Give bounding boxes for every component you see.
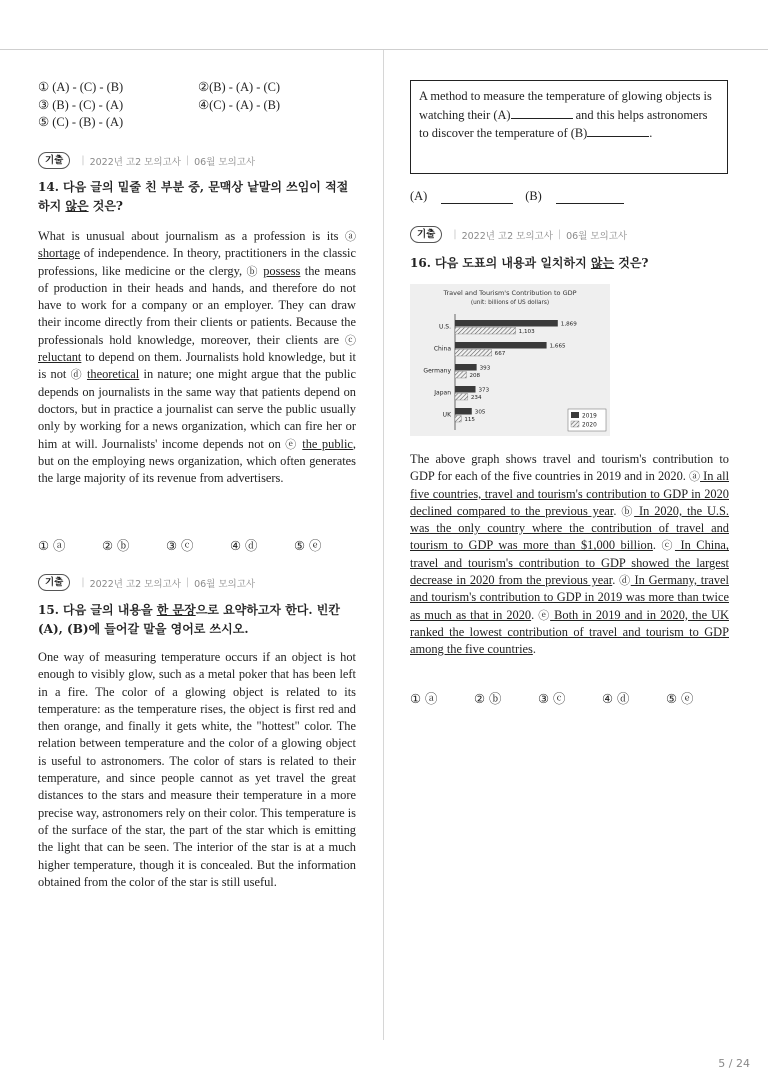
q14-text: to depend on them. Journalists hold knowledge, but it is not xyxy=(38,350,356,382)
q16-choice-1[interactable]: ① ⓐ xyxy=(410,691,438,706)
q15-title-end: 으로 요약하고자 한다. 빈칸 (A), (B)에 들어갈 말을 영어로 쓰시오. xyxy=(38,603,340,636)
q14-text: of independence. In theory, practitioners in the classic professions, like medicine or the clergy, xyxy=(38,246,356,278)
q15-answer-blanks xyxy=(410,189,630,204)
q16-underline-a: In all five countries, travel and tourism's contribution to GDP in 2020 declined compared to the previous year xyxy=(410,469,730,518)
q14-source xyxy=(38,152,255,169)
q16-text: . xyxy=(531,607,539,622)
q16-source-year: 2022년 고2 모의고사 xyxy=(461,230,553,242)
header-rule xyxy=(0,49,768,50)
q16-underline-e: Both in 2019 and in 2020, the UK ranked the lowest contribution of travel and tourism to GDP among the five countries xyxy=(410,607,729,657)
separator: | xyxy=(557,229,562,240)
q16-text: The above graph shows travel and tourism's contribution to GDP for each of the five countries in 2019 and in 2020. xyxy=(410,452,729,484)
q16-title-end: 것은? xyxy=(614,256,649,270)
q14-passage xyxy=(38,228,356,487)
chart-value-label: 208 xyxy=(469,373,481,379)
q16-title-emphasis: 않는 xyxy=(590,256,615,270)
chart-bar-2019 xyxy=(455,342,547,349)
chart-bar-2019 xyxy=(455,320,558,327)
column-divider xyxy=(383,50,384,1040)
q16-passage xyxy=(410,451,729,659)
q14-source-year: 2022년 고2 모의고사 xyxy=(89,156,181,168)
chart-value-label: 667 xyxy=(494,351,506,357)
q16-text: . xyxy=(652,538,662,553)
q14-text: the means of production in their heads and hands, and therefore do not have to work for a company or an employer. They can draw their income directly from their clients or patients. Because the professionals hold knowledge, moreover, their clients are xyxy=(38,263,356,347)
separator: | xyxy=(185,577,190,588)
q14-marker-a: ⓐ xyxy=(345,230,356,243)
q15-title-emphasis: 한 문장 xyxy=(156,603,196,617)
q14-underline-a: shortage xyxy=(38,246,80,261)
q16-underline-b: In 2020, the U.S. was the only country where the contribution of travel and tourism to GDP was more than $1,000 billion xyxy=(410,503,730,553)
q13-options xyxy=(38,79,338,133)
q15-badge: 기출 xyxy=(38,574,70,591)
q16-choice-4[interactable]: ④ ⓓ xyxy=(602,691,630,706)
gdp-chart-svg xyxy=(410,284,610,436)
blank-b-input[interactable] xyxy=(556,191,624,204)
chart-bar-2019 xyxy=(455,408,472,415)
separator: | xyxy=(81,577,85,588)
chart-bar-2020 xyxy=(455,350,492,357)
q15-source-year: 2022년 고2 모의고사 xyxy=(89,578,181,590)
q15-passage: One way of measuring temperature occurs if an object is hot enough to visibly glow, such as a metal poker that has been left in a fire. The color of a glowing object is related to its temperature: as the temperature rises, the object is first red and then orange, and finally it gets white, the "hottest" color. The relation between temperature and the color of a glowing object is useful to astronomers. The color of stars is related to their temperature, and since people cannot as yet travel the great distances to the stars and measure their temperature in a more precise way, astronomers rely on their color. This temperature is of the surface of the star, the part of the star which is emitting the light that can be seen. The interior of the star is at a much higher temperature, though it is concealed. But the information obtained from the color of the star is still useful. xyxy=(38,650,356,889)
legend-label-2020: 2020 xyxy=(582,422,597,429)
chart-bar-2020 xyxy=(455,328,516,335)
q13-option-5[interactable]: ⑤ (C) - (B) - (A) xyxy=(38,115,124,130)
q16-underline-c: In China, travel and tourism's contribution to GDP showed the largest decrease in 2020 from the previous year xyxy=(410,538,729,588)
blank-a-label: (A) xyxy=(410,189,428,203)
q14-underline-e: the public xyxy=(302,436,353,451)
q14-source-month: 06월 모의고사 xyxy=(194,156,256,168)
q16-source xyxy=(410,226,627,243)
q16-text: . xyxy=(613,503,622,518)
q14-marker-d: ⓓ xyxy=(70,368,83,382)
q13-option-1[interactable]: ① (A) - (C) - (B) xyxy=(38,80,124,94)
separator: | xyxy=(185,155,190,166)
chart-subtitle: (unit: billions of US dollars) xyxy=(470,300,550,306)
q14-answer-choices xyxy=(38,536,321,554)
q14-choice-2[interactable]: ② ⓑ xyxy=(102,538,130,553)
chart-title: Travel and Tourism's Contribution to GDP xyxy=(443,289,577,297)
q14-text: What is unusual about journalism as a profession is its xyxy=(38,229,345,243)
q14-badge: 기출 xyxy=(38,152,70,169)
chart-category-label: Germany xyxy=(423,367,451,375)
q15-summary-text: and this helps astronomers to discover the temperature of (B) xyxy=(419,107,708,140)
q16-title xyxy=(410,254,730,273)
q14-marker-e: ⓔ xyxy=(285,437,298,451)
summary-blank-a xyxy=(511,106,573,119)
q16-marker-b: ⓑ xyxy=(621,504,635,518)
q15-summary-text: A method to measure the temperature of glowing objects is watching their (A) xyxy=(419,89,712,122)
q14-underline-b: possess xyxy=(263,263,301,278)
separator: | xyxy=(81,155,85,166)
q16-marker-e: ⓔ xyxy=(538,608,551,622)
blank-b-label: (B) xyxy=(525,189,542,203)
q15-source xyxy=(38,574,255,591)
q15-source-month: 06월 모의고사 xyxy=(194,578,256,590)
q16-source-month: 06월 모의고사 xyxy=(566,230,628,242)
chart-category-label: U.S. xyxy=(438,323,451,331)
q14-underline-c: reluctant xyxy=(38,350,82,365)
q16-answer-choices xyxy=(410,689,693,707)
q16-badge: 기출 xyxy=(410,226,442,243)
q14-title xyxy=(38,178,358,216)
chart-bar-2020 xyxy=(455,372,466,379)
q16-marker-a: ⓐ xyxy=(689,470,701,484)
q14-choice-3[interactable]: ③ ⓒ xyxy=(166,538,194,553)
q16-text: . xyxy=(532,642,536,657)
chart-value-label: 393 xyxy=(479,365,491,372)
q15-title-text: 15. 다음 글의 내용을 xyxy=(38,603,157,617)
legend-swatch-2019 xyxy=(571,412,579,418)
q16-marker-c: ⓒ xyxy=(661,539,675,553)
blank-a-input[interactable] xyxy=(441,191,513,204)
chart-value-label: 373 xyxy=(478,387,490,394)
q14-marker-c: ⓒ xyxy=(345,333,356,347)
q14-title-emphasis: 않은 xyxy=(65,199,89,213)
chart-value-label: 234 xyxy=(470,395,482,401)
chart-value-label: 305 xyxy=(474,409,486,416)
chart-value-label: 115 xyxy=(464,417,476,423)
chart-value-label: 1,665 xyxy=(549,343,566,350)
chart-value-label: 1,103 xyxy=(518,329,535,335)
q16-underline-d: In Germany, travel and tourism's contribution to GDP in 2019 was more than twice as much as that in 2020 xyxy=(410,573,729,622)
q14-title-end: 것은? xyxy=(88,199,123,213)
chart-category-label: UK xyxy=(442,411,451,419)
q16-marker-d: ⓓ xyxy=(619,574,631,588)
q14-text: in nature; one might argue that the public depends on journalists in the same way that patients depend on doctors, but in practice a journalist can serve the public usually only by working for a news organization, which can fire her or him at will. Journalists' income depends not on xyxy=(38,367,356,451)
chart-legend xyxy=(568,409,606,431)
chart-value-label: 1,869 xyxy=(560,321,577,328)
chart-category-label: Japan xyxy=(434,389,451,397)
chart-bar-2020 xyxy=(455,394,468,401)
q13-option-2[interactable]: ②(B) - (A) - (C) xyxy=(198,80,280,94)
q14-choice-4[interactable]: ④ ⓓ xyxy=(230,538,258,553)
q15-summary-box xyxy=(410,80,728,174)
q13-option-3[interactable]: ③ (B) - (C) - (A) xyxy=(38,97,124,112)
chart-bars xyxy=(423,320,577,423)
q15-summary-text: . xyxy=(649,126,653,140)
legend-label-2019: 2019 xyxy=(582,413,597,420)
q16-text: . xyxy=(612,573,620,588)
q14-underline-d: theoretical xyxy=(86,367,140,382)
q14-choice-1[interactable]: ① ⓐ xyxy=(38,538,66,553)
page-number: 5 / 24 xyxy=(718,1057,750,1070)
q16-choice-2[interactable]: ② ⓑ xyxy=(474,691,502,706)
q16-choice-5[interactable]: ⑤ ⓔ xyxy=(666,691,694,706)
q13-option-4[interactable]: ④(C) - (A) - (B) xyxy=(198,97,280,112)
chart-bar-2020 xyxy=(455,416,461,423)
q16-choice-3[interactable]: ③ ⓒ xyxy=(538,691,566,706)
q15-title xyxy=(38,601,358,639)
summary-blank-b xyxy=(587,124,649,137)
separator: | xyxy=(453,229,457,240)
gdp-chart xyxy=(410,284,610,436)
legend-swatch-2020 xyxy=(571,421,579,427)
q16-title-text: 16. 다음 도표의 내용과 일치하지 xyxy=(410,256,591,270)
chart-category-label: China xyxy=(433,345,451,353)
chart-bar-2019 xyxy=(455,386,476,393)
q14-text: , but on the employing news organization, which often generates the large majority of its revenue from advertisers. xyxy=(38,436,357,486)
q14-title-text: 14. 다음 글의 밑줄 친 부분 중, 문맥상 낱말의 쓰임이 적절하지 xyxy=(38,180,349,213)
chart-bar-2019 xyxy=(455,364,477,371)
q14-choice-5[interactable]: ⑤ ⓔ xyxy=(294,538,322,553)
q14-marker-b: ⓑ xyxy=(246,264,259,278)
